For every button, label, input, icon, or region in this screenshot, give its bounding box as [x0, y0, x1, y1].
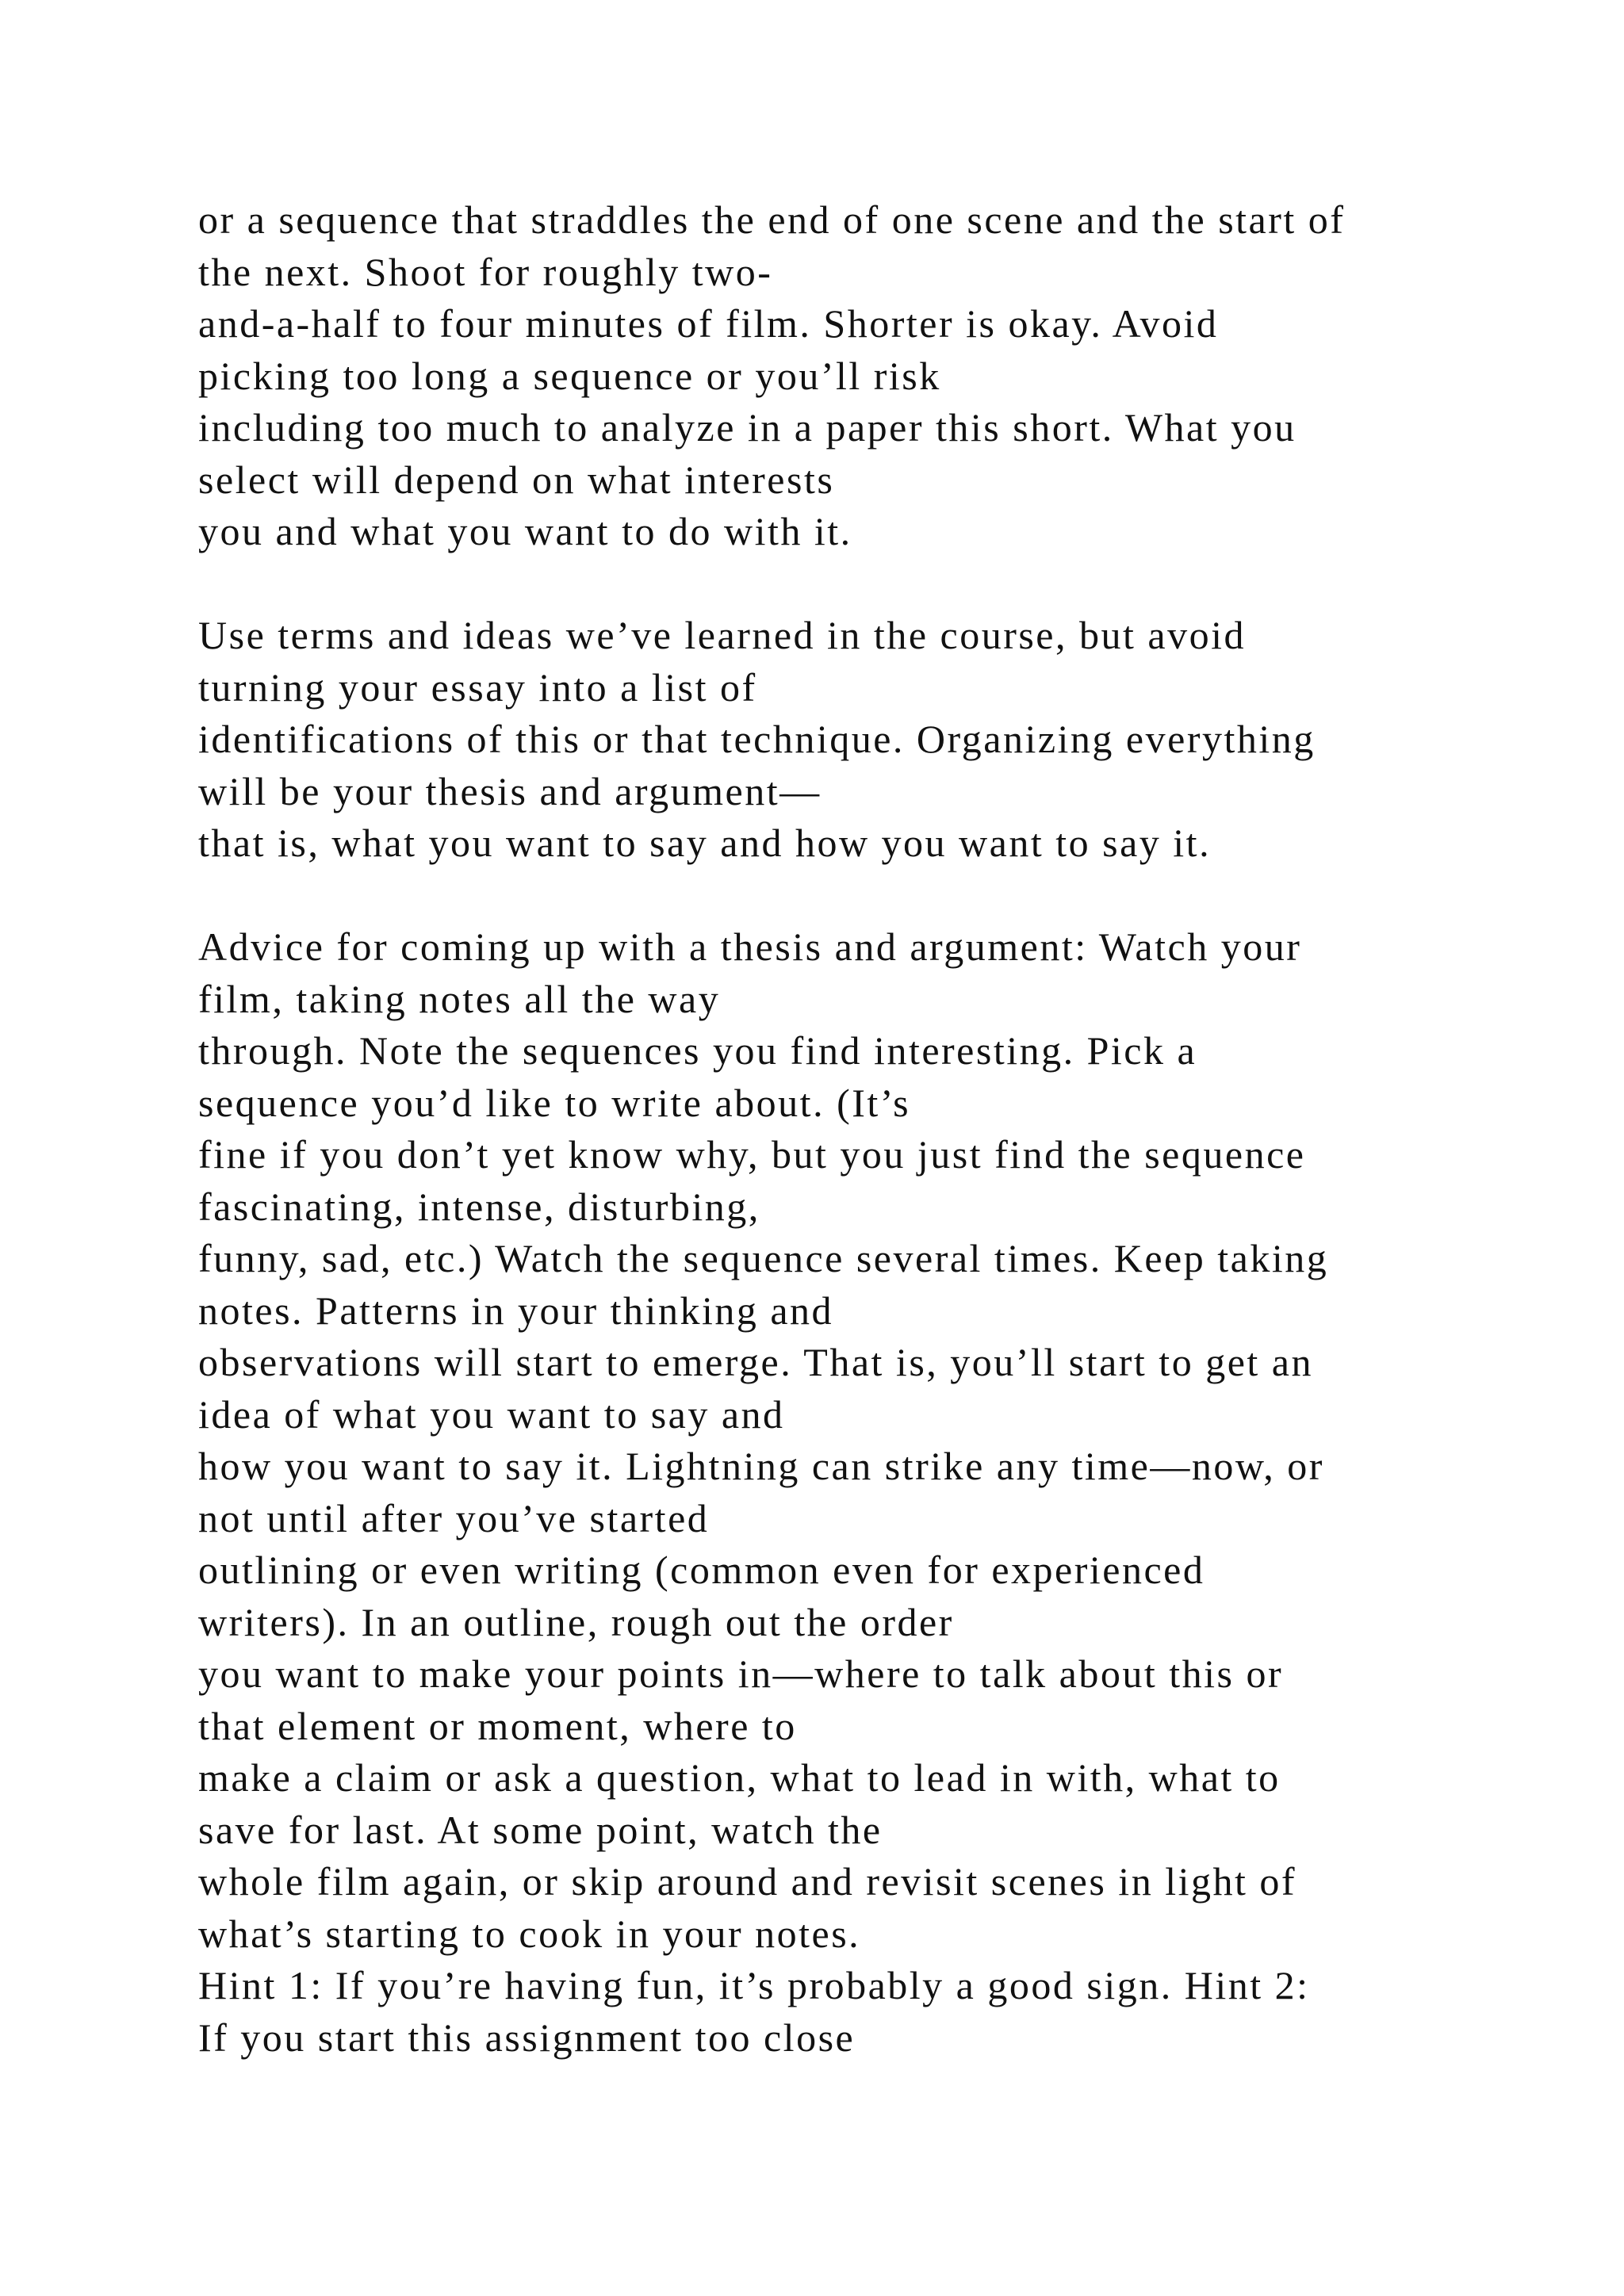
- text-line: not until after you’ve started: [198, 1495, 710, 1540]
- text-line: fascinating, intense, disturbing,: [198, 1184, 760, 1229]
- text-line: sequence you’d like to write about. (It’s: [198, 1080, 911, 1125]
- paragraph-break: [198, 870, 1499, 922]
- text-line: Advice for coming up with a thesis and argument: Watch your: [198, 924, 1302, 969]
- paragraph-break: [198, 558, 1499, 610]
- text-line: and-a-half to four minutes of film. Shorter is okay. Avoid: [198, 301, 1219, 346]
- text-line: Hint 1: If you’re having fun, it’s probably a good sign. Hint 2:: [198, 1963, 1310, 2007]
- text-line: picking too long a sequence or you’ll risk: [198, 353, 941, 398]
- text-line: the next. Shoot for roughly two-: [198, 249, 773, 294]
- text-line: If you start this assignment too close: [198, 2015, 856, 2060]
- text-line: whole film again, or skip around and revisit scenes in light of: [198, 1859, 1297, 1904]
- text-line: you and what you want to do with it.: [198, 509, 852, 553]
- text-line: save for last. At some point, watch the: [198, 1807, 883, 1852]
- text-line: identifications of this or that technique. Organizing everything: [198, 717, 1316, 761]
- text-line: or a sequence that straddles the end of one scene and the start of: [198, 197, 1346, 242]
- text-line: how you want to say it. Lightning can strike any time—now, or: [198, 1444, 1324, 1488]
- text-line: select will depend on what interests: [198, 457, 835, 502]
- text-line: Use terms and ideas we’ve learned in the course, but avoid: [198, 613, 1246, 657]
- text-line: notes. Patterns in your thinking and: [198, 1288, 834, 1333]
- text-line: outlining or even writing (common even for experienced: [198, 1548, 1205, 1592]
- text-line: what’s starting to cook in your notes.: [198, 1911, 861, 1956]
- text-line: idea of what you want to say and: [198, 1391, 785, 1437]
- text-line: make a claim or ask a question, what to lead in with, what to: [198, 1755, 1281, 1800]
- text-line: that is, what you want to say and how you want to say it.: [198, 821, 1212, 865]
- body-text: [198, 194, 1499, 2064]
- text-line: writers). In an outline, rough out the order: [198, 1599, 954, 1644]
- text-line: you want to make your points in—where to talk about this or: [198, 1651, 1284, 1696]
- text-line: including too much to analyze in a paper this short. What you: [198, 405, 1297, 450]
- text-line: turning your essay into a list of: [198, 664, 757, 710]
- text-line: film, taking notes all the way: [198, 976, 721, 1021]
- text-line: through. Note the sequences you find interesting. Pick a: [198, 1028, 1197, 1073]
- text-line: funny, sad, etc.) Watch the sequence several times. Keep taking: [198, 1236, 1329, 1280]
- text-line: fine if you don’t yet know why, but you just find the sequence: [198, 1132, 1306, 1177]
- text-line: that element or moment, where to: [198, 1703, 797, 1748]
- text-line: observations will start to emerge. That is, you’ll start to get an: [198, 1340, 1313, 1384]
- text-line: will be your thesis and argument—: [198, 768, 822, 813]
